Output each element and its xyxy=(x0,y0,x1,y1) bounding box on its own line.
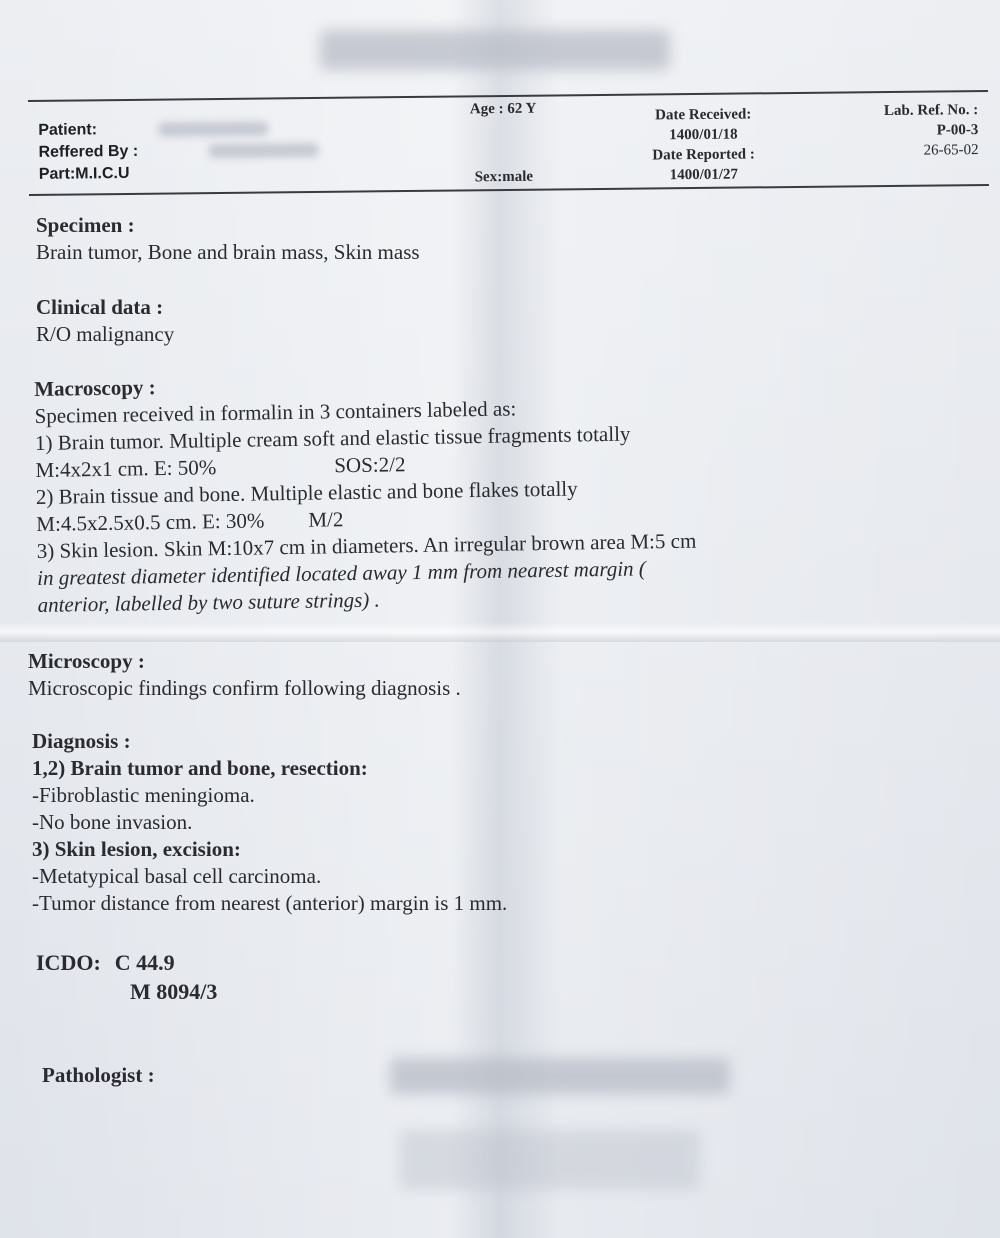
clinical-heading: Clinical data : xyxy=(36,295,164,319)
age-value: Age : 62 Y xyxy=(469,100,537,118)
redacted-stamp xyxy=(400,1130,700,1190)
referred-by-label: Reffered By : xyxy=(38,142,139,161)
macroscopy-section xyxy=(34,366,697,619)
lab-ref-date: 26-65-02 xyxy=(923,142,979,159)
macroscopy-line: 3) Skin lesion. Skin M:10x7 cm in diameters. An irregular brown area M:5 cm xyxy=(36,528,697,563)
diagnosis-line: -Metatypical basal cell carcinoma. xyxy=(32,864,322,888)
diagnosis-line: -Tumor distance from nearest (anterior) margin is 1 mm. xyxy=(32,891,508,915)
redacted-referrer xyxy=(208,143,318,158)
macroscopy-line: M:4x2x1 cm. E: 50% SOS:2/2 xyxy=(35,452,406,482)
patient-label: Patient: xyxy=(38,121,98,139)
sex-value: Sex:male xyxy=(474,168,534,186)
redacted-header xyxy=(320,30,670,70)
icdo-topography: C 44.9 xyxy=(114,950,175,975)
lab-ref-label: Lab. Ref. No. : xyxy=(883,102,979,120)
clinical-section xyxy=(36,294,174,348)
redacted-pathologist-name xyxy=(390,1058,730,1094)
macroscopy-line: M:4.5x2.5x0.5 cm. E: 30% M/2 xyxy=(36,507,344,536)
diagnosis-subheading: 1,2) Brain tumor and bone, resection: xyxy=(32,756,368,780)
redacted-patient-name xyxy=(158,121,268,136)
icdo-label: ICDO: xyxy=(36,950,101,975)
icdo-section xyxy=(36,948,217,1006)
macroscopy-line: in greatest diameter identified located away 1 mm from nearest margin ( xyxy=(36,556,647,590)
diagnosis-subheading: 3) Skin lesion, excision: xyxy=(32,837,241,861)
diagnosis-line: -No bone invasion. xyxy=(32,810,193,834)
date-reported-label: Date Reported : xyxy=(652,146,755,164)
part-label: Part:M.I.C.U xyxy=(38,164,130,183)
pathologist-label: Pathologist : xyxy=(42,1063,155,1087)
diagnosis-heading: Diagnosis : xyxy=(32,729,131,753)
microscopy-heading: Microscopy : xyxy=(28,649,145,673)
macroscopy-line: 2) Brain tissue and bone. Multiple elastic and bone flakes totally xyxy=(35,476,578,509)
icdo-morphology: M 8094/3 xyxy=(130,979,218,1004)
macroscopy-line: Specimen received in formalin in 3 containers labeled as: xyxy=(34,396,517,428)
macroscopy-heading: Macroscopy : xyxy=(34,375,156,401)
specimen-text: Brain tumor, Bone and brain mass, Skin mass xyxy=(36,240,420,264)
paper-fold xyxy=(0,622,1000,642)
date-received-value: 1400/01/18 xyxy=(669,126,738,144)
macroscopy-line: anterior, labelled by two suture strings) . xyxy=(37,587,380,617)
date-reported-value: 1400/01/27 xyxy=(669,166,739,184)
microscopy-section xyxy=(28,648,461,702)
report-header xyxy=(28,90,989,196)
specimen-heading: Specimen : xyxy=(36,213,135,237)
clinical-text: R/O malignancy xyxy=(36,322,175,346)
macroscopy-line: 1) Brain tumor. Multiple cream soft and elastic tissue fragments totally xyxy=(34,421,631,455)
diagnosis-section xyxy=(32,728,507,917)
date-received-label: Date Received: xyxy=(655,106,752,124)
microscopy-text: Microscopic findings confirm following diagnosis . xyxy=(28,676,461,700)
specimen-section xyxy=(36,212,420,266)
diagnosis-line: -Fibroblastic meningioma. xyxy=(32,783,255,807)
lab-ref-value: P-00-3 xyxy=(936,122,979,139)
